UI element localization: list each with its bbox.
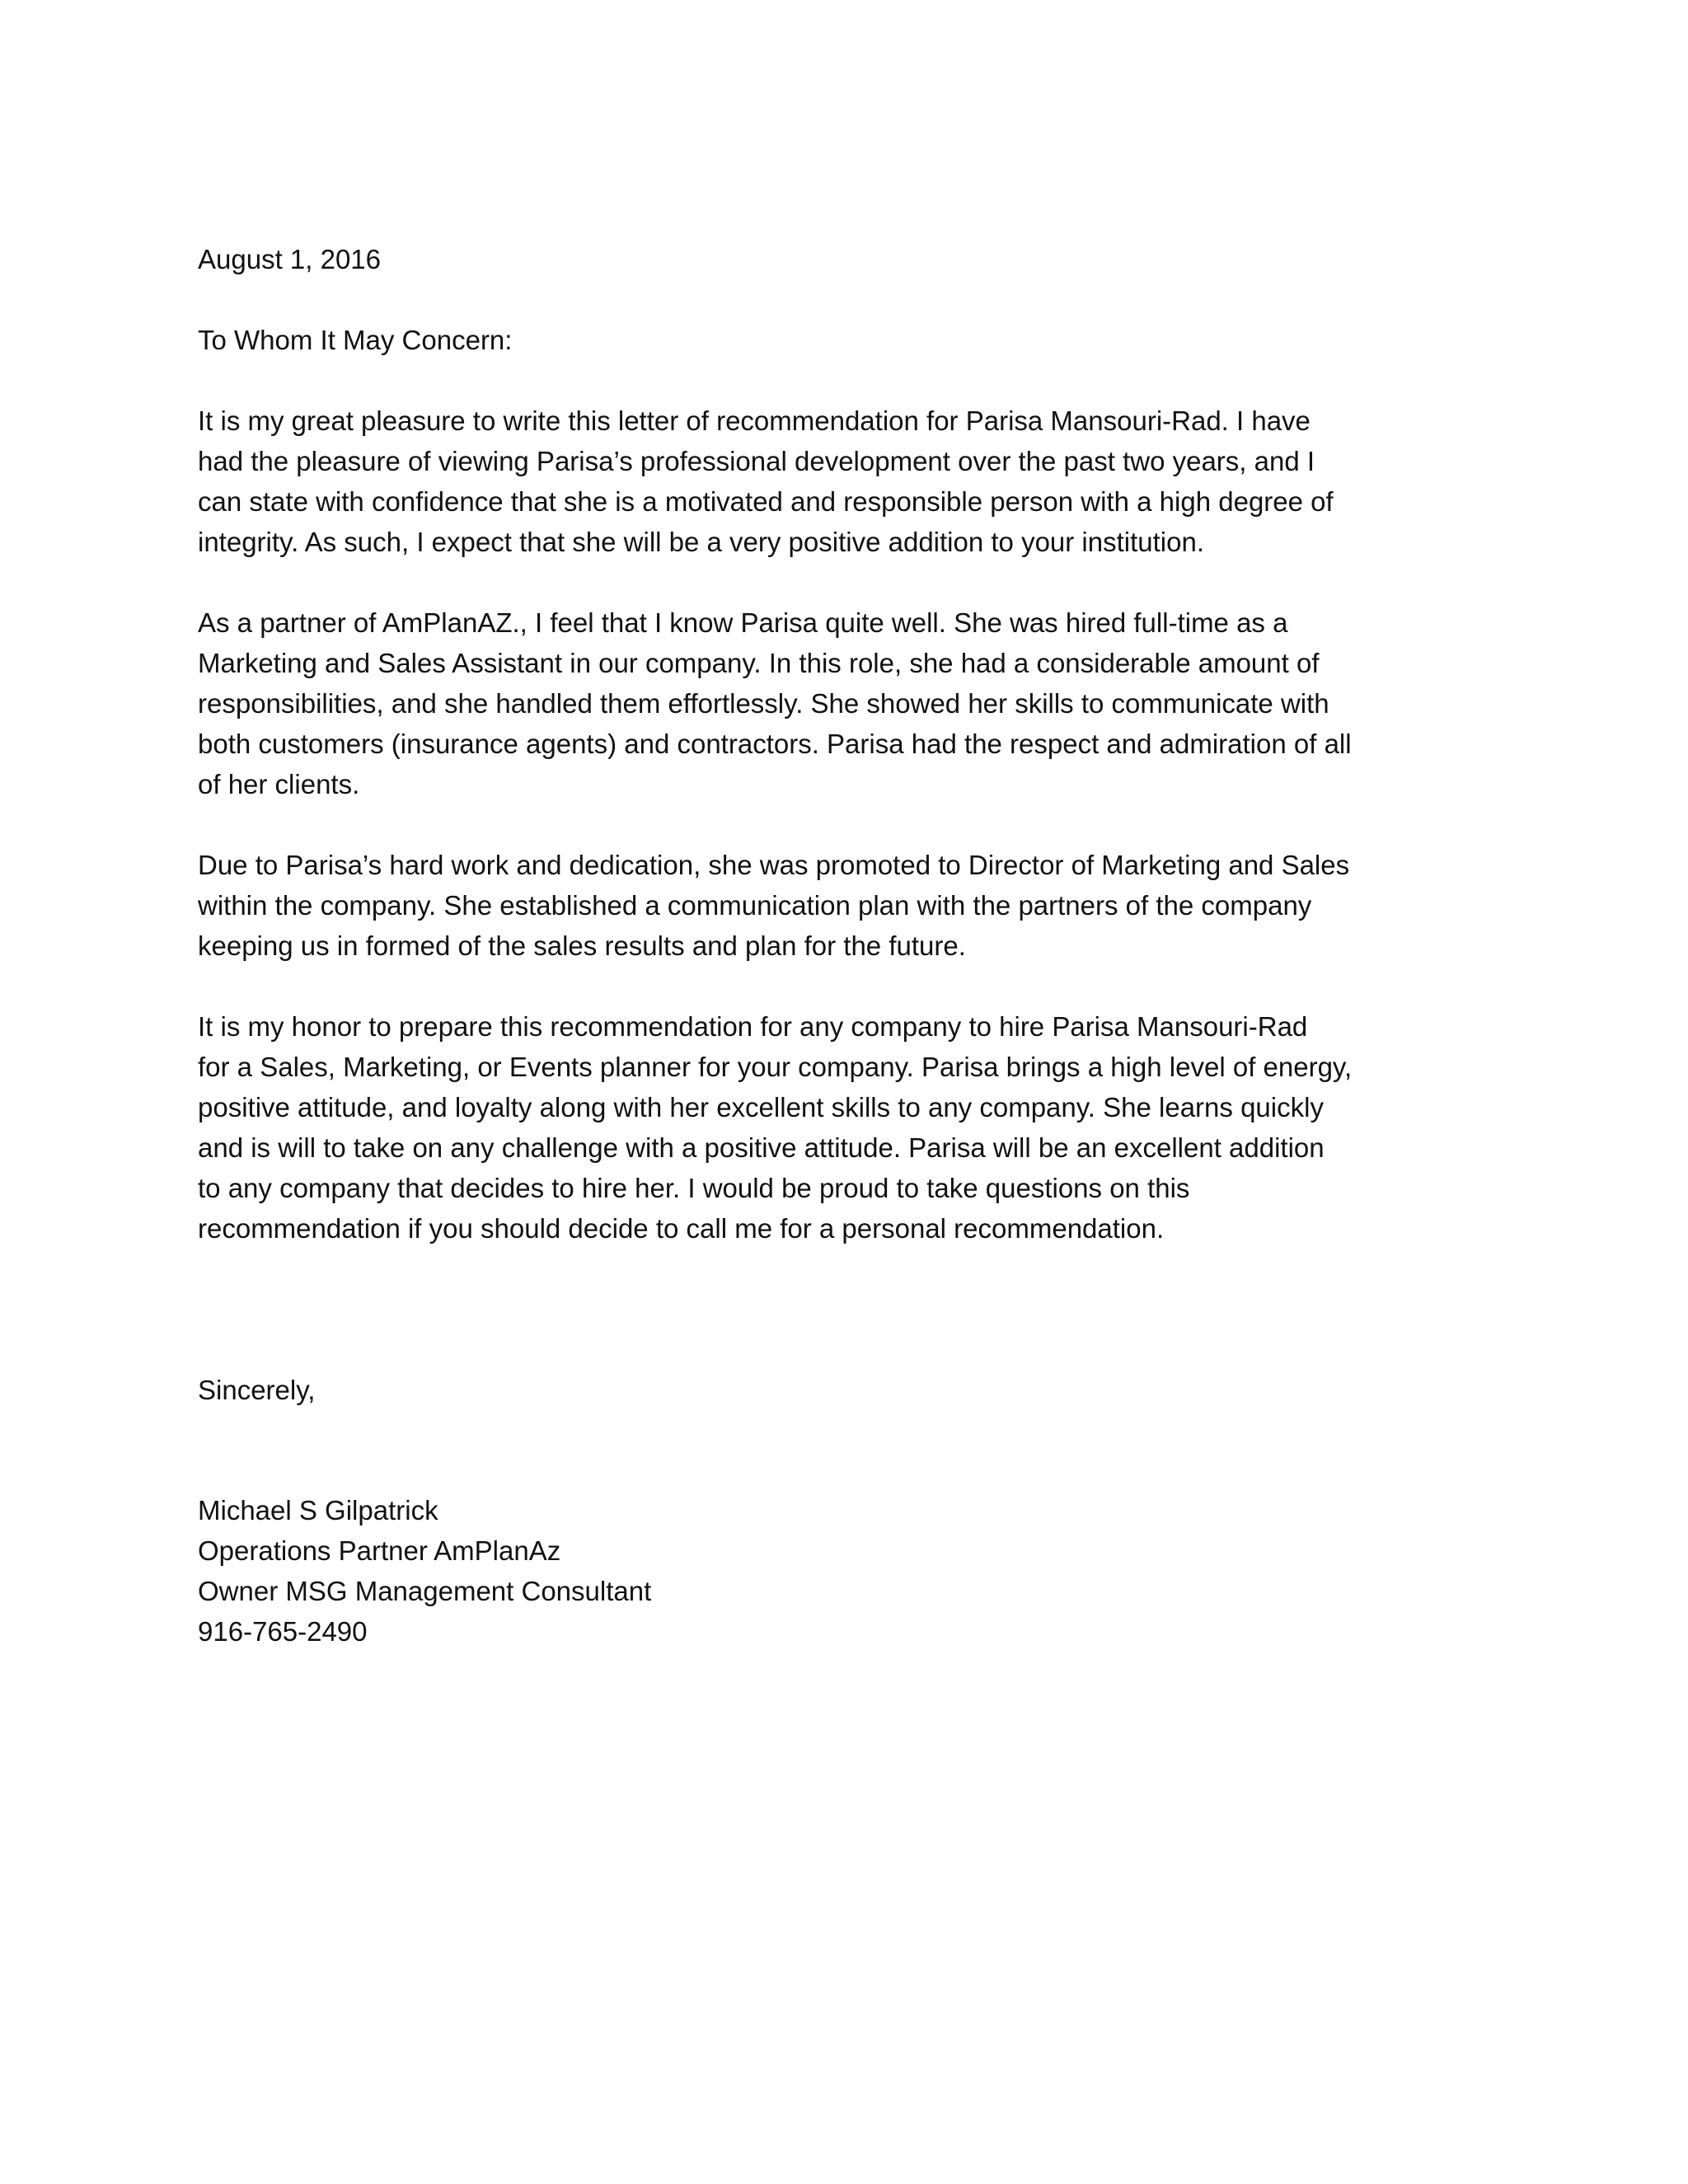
paragraph-line: had the pleasure of viewing Parisa’s professional development over the past two years, and I: [198, 446, 1315, 476]
body-paragraph-1: [198, 401, 1517, 562]
paragraph-line: responsibilities, and she handled them effortlessly. She showed her skills to communicate with: [198, 688, 1329, 719]
paragraph-line: It is my great pleasure to write this letter of recommendation for Parisa Mansouri-Rad. I have: [198, 405, 1311, 436]
paragraph-line: Marketing and Sales Assistant in our company. In this role, she had a considerable amount of: [198, 648, 1320, 678]
body-paragraph-2: [198, 602, 1517, 804]
letter-date: August 1, 2016: [198, 244, 382, 274]
paragraph-line: can state with confidence that she is a motivated and responsible person with a high degree of: [198, 486, 1334, 517]
closing-spacer: [198, 1289, 1517, 1370]
paragraph-line: both customers (insurance agents) and contractors. Parisa had the respect and admiration of all: [198, 729, 1352, 759]
paragraph-line: and is will to take on any challenge with a positive attitude. Parisa will be an excellent addition: [198, 1132, 1325, 1163]
body-paragraph-4: [198, 1006, 1517, 1249]
body-paragraph-3: [198, 845, 1517, 966]
paragraph-line: within the company. She established a communication plan with the partners of the company: [198, 890, 1312, 921]
paragraph-line: As a partner of AmPlanAZ., I feel that I know Parisa quite well. She was hired full-time as a: [198, 607, 1288, 638]
recommendation-letter: [198, 239, 1517, 1652]
paragraph-line: integrity. As such, I expect that she will be a very positive addition to your institution.: [198, 527, 1205, 557]
letter-closing: Sincerely,: [198, 1375, 316, 1405]
paragraph-line: for a Sales, Marketing, or Events planner for your company. Parisa brings a high level of energy,: [198, 1052, 1353, 1082]
paragraph-line: of her clients.: [198, 769, 360, 799]
paragraph-line: recommendation if you should decide to call me for a personal recommendation.: [198, 1213, 1165, 1244]
signer-phone: 916-765-2490: [198, 1616, 368, 1647]
signer-title-2: Owner MSG Management Consultant: [198, 1576, 652, 1606]
signer-name: Michael S Gilpatrick: [198, 1495, 438, 1526]
signer-title-1: Operations Partner AmPlanAz: [198, 1535, 561, 1566]
letter-salutation: To Whom It May Concern:: [198, 325, 513, 355]
paragraph-line: to any company that decides to hire her. I would be proud to take questions on this: [198, 1173, 1190, 1203]
paragraph-line: keeping us in formed of the sales results and plan for the future.: [198, 930, 966, 961]
paragraph-line: It is my honor to prepare this recommendation for any company to hire Parisa Mansouri-Rad: [198, 1011, 1308, 1042]
paragraph-line: Due to Parisa’s hard work and dedication, she was promoted to Director of Marketing and Sales: [198, 850, 1350, 880]
signature-block: [198, 1490, 1517, 1652]
paragraph-line: positive attitude, and loyalty along with her excellent skills to any company. She learns quickly: [198, 1092, 1324, 1122]
